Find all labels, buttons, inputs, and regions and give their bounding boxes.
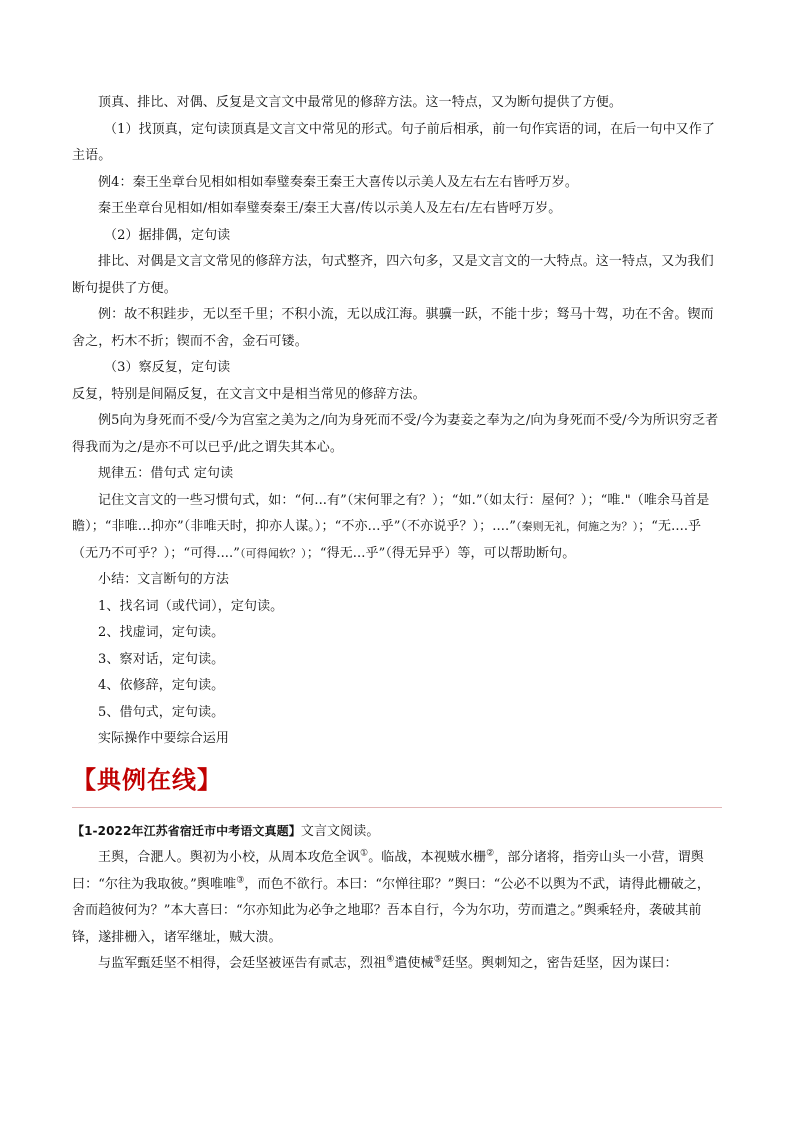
paragraph: 例：故不积跬步，无以至千里；不积小流，无以成江海。骐骥一跃，不能十步；驽马十驾，功在不舍。锲而舍之，朽木不折；锲而不舍，金石可镂。 <box>72 307 714 349</box>
text-run: 廷坚。舆刺知之，密告廷坚，因为谋曰： <box>441 956 678 971</box>
text-run: （可得闻软？） <box>240 546 307 560</box>
footnote-marker: ① <box>360 848 369 859</box>
text-run: ，部分诸将，指旁山头一小营，谓舆曰：“尔往为我取彼。”舆唯唯 <box>72 850 704 892</box>
footnote-marker: ④ <box>386 954 395 965</box>
paragraph: 例4：秦王坐章台见相如相如奉璧奏秦王秦王大喜传以示美人及左右左右皆呼万岁。 <box>98 174 578 190</box>
list-item: 1、找名词（或代词），定句读。 <box>98 598 284 614</box>
text-run: （秦则无礼，何施之为？） <box>515 520 639 533</box>
paragraph: 排比、对偶是文言文常见的修辞方法，句式整齐，四六句多，又是文言文的一大特点。这一特点，又为我们断句提供了方便。 <box>72 254 714 296</box>
footnote-marker: ③ <box>236 875 245 886</box>
divider <box>72 807 722 808</box>
question-instruction: 文言文阅读。 <box>300 823 380 839</box>
paragraph: 实际操作中要综合运用 <box>98 731 230 746</box>
rule-heading: 规律五：借句式 定句读 <box>98 466 234 481</box>
paragraph: 例5向为身死而不受/今为宫室之美为之/向为身死而不受/今为妻妾之奉为之/向为身死而不受/今为所识穷乏者得我而为之/是亦不可以已乎/此之谓失其本心。 <box>72 413 719 455</box>
paragraph <box>72 488 722 568</box>
subheading: （3）察反复，定句读 <box>104 360 231 375</box>
subheading: （2）据排偶，定句读 <box>104 227 231 243</box>
text-run: 与监军甄廷坚不相得，会廷坚被诬告有贰志，烈祖 <box>98 956 387 971</box>
passage-paragraph <box>72 951 722 978</box>
text-run: ；“得无...乎”（得无异乎）等，可以帮助断句。 <box>306 545 576 561</box>
paragraph: 秦王坐章台见相如/相如奉璧奏秦王/秦王大喜/传以示美人及左右/左右皆呼万岁。 <box>98 201 562 216</box>
text-run: 记住文言文的一些习惯句式，如：“何...有”（宋何罪之有？）；“如.”（如太行：屋何？）；“唯."（唯余马首是瞻）；“非唯…抑亦”（非唯天时，抑亦人谋。）；“不亦…乎”（不亦说乎？）；....” <box>72 492 710 534</box>
document-body <box>72 90 722 978</box>
question-source: 【1-2022年江苏省宿迁市中考语文真题】 <box>72 823 301 838</box>
footnote-marker: ② <box>486 848 495 859</box>
question-heading <box>72 818 722 846</box>
list-item: 2、找虚词，定句读。 <box>98 625 225 640</box>
text-run: 。临战，本视贼水栅 <box>368 850 487 865</box>
list-item: 5、借句式，定句读。 <box>98 704 225 720</box>
section-banner: 【典例在线】 <box>72 765 222 794</box>
text-run: 王舆，合淝人。舆初为小校，从周本攻危全讽 <box>98 850 361 865</box>
text-run: ；“无....乎（无乃不可乎？）；“可得....” <box>72 519 702 561</box>
summary-heading: 小结：文言断句的方法 <box>98 572 230 587</box>
paragraph: 顶真、排比、对偶、反复是文言文中最常见的修辞方法。这一特点，又为断句提供了方便。 <box>98 95 623 110</box>
text-run: 遣使械 <box>394 956 434 971</box>
list-item: 4、依修辞，定句读。 <box>98 678 225 693</box>
passage-paragraph <box>72 845 722 951</box>
text-run: ，而色不欲行。本曰：“尔惮往耶？”舆曰：“公必不以舆为不武，请得此栅破之，舍而趋彼何为？”本大喜曰：“尔亦知此为必争之地耶？吾本自行，今为尔功，劳而遣之。”舆乘轻舟，袭破其前锋，遂排栅入，诸军继址，贼大溃。 <box>72 876 711 945</box>
paragraph: （1）找顶真，定句读顶真是文言文中常见的形式。句子前后相承，前一句作宾语的词，在后一句中又作了主语。 <box>72 121 715 163</box>
list-item: 3、察对话，定句读。 <box>98 651 225 667</box>
paragraph: 反复，特别是间隔反复，在文言文中是相当常见的修辞方法。 <box>72 386 426 402</box>
footnote-marker: ⑤ <box>433 954 442 965</box>
